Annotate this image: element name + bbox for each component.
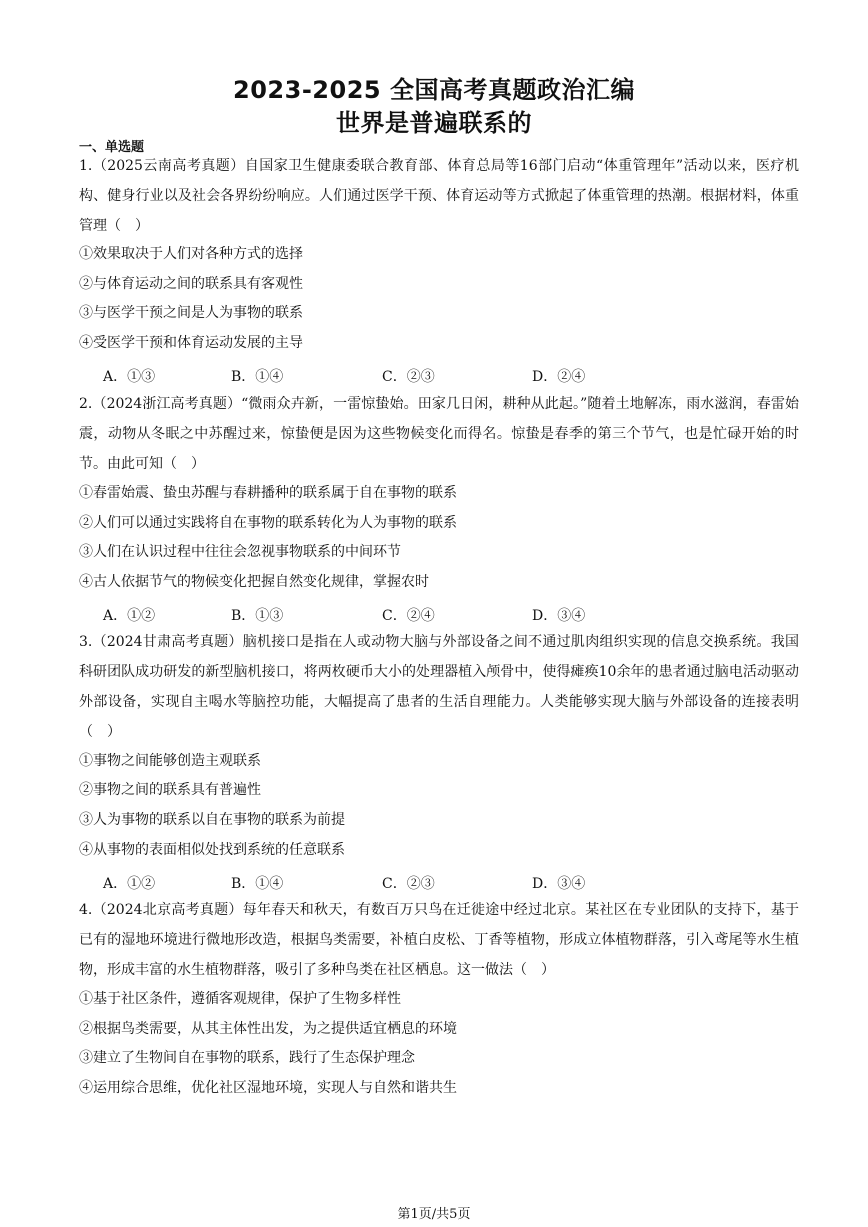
question-3-option-4: ④从事物的表面相似处找到系统的任意联系 [79, 842, 345, 858]
question-2-option-4: ④古人依据节气的物候变化把握自然变化规律，掌握农时 [79, 574, 429, 590]
choice-d: D．③④ [532, 876, 586, 892]
page-number: 第1页/共5页 [397, 1207, 471, 1222]
choice-c: C．②③ [382, 369, 435, 385]
question-1-option-1: ①效果取决于人们对各种方式的选择 [79, 246, 303, 262]
question-2-option-3: ③人们在认识过程中往往会忽视事物联系的中间环节 [79, 544, 401, 560]
question-2-option-2: ②人们可以通过实践将自在事物的联系转化为人为事物的联系 [79, 515, 457, 531]
question-3-option-2: ②事物之间的联系具有普遍性 [79, 782, 261, 798]
question-4-option-4: ④运用综合思维，优化社区湿地环境，实现人与自然和谐共生 [79, 1080, 457, 1096]
question-3-stem: 3.（2024甘肃高考真题）脑机接口是指在人或动物大脑与外部设备之间不通过肌肉组织实现的信息交换系统。我国科研团队成功研发的新型脑机接口，将两枚硬币大小的处理器植入颅骨中，使得瘫痪10余年的患者通过脑电活动驱动外部设备，实现自主喝水等脑控功能，大幅提高了患者的生活自理能力。人类能够实现大脑与外部设备的连接表明（ ） [79, 634, 799, 740]
question-1-option-3: ③与医学干预之间是人为事物的联系 [79, 305, 303, 321]
question-2-option-1: ①春雷始震、蛰虫苏醒与春耕播种的联系属于自在事物的联系 [79, 485, 457, 501]
question-3-option-3: ③人为事物的联系以自在事物的联系为前提 [79, 812, 345, 828]
question-4-option-1: ①基于社区条件，遵循客观规律，保护了生物多样性 [79, 991, 401, 1007]
question-1-stem: 1.（2025云南高考真题）自国家卫生健康委联合教育部、体育总局等16部门启动“体重管理年”活动以来，医疗机构、健身行业以及社会各界纷纷响应。人们通过医学干预、体育运动等方式掀起了体重管理的热潮。根据材料，体重管理（ ） [79, 158, 799, 234]
question-1-option-2: ②与体育运动之间的联系具有客观性 [79, 276, 303, 292]
question-1-option-4: ④受医学干预和体育运动发展的主导 [79, 335, 303, 351]
choice-c: C．②④ [382, 608, 435, 624]
choice-b: B．①④ [231, 876, 284, 892]
document-title: 2023-2025 全国高考真题政治汇编 [233, 76, 635, 104]
question-4-stem: 4.（2024北京高考真题）每年春天和秋天，有数百万只鸟在迁徙途中经过北京。某社区在专业团队的支持下，基于已有的湿地环境进行微地形改造，根据鸟类需要，补植白皮松、丁香等植物，形成立体植物群落，引入鸢尾等水生植物，形成丰富的水生植物群落，吸引了多种鸟类在社区栖息。这一做法（ ） [79, 902, 799, 978]
question-2-stem: 2.（2024浙江高考真题）“微雨众卉新，一雷惊蛰始。田家几日闲，耕种从此起。”随着土地解冻，雨水滋润，春雷始震，动物从冬眠之中苏醒过来，惊蛰便是因为这些物候变化而得名。惊蛰是春季的第三个节气，也是忙碌开始的时节。由此可知（ ） [79, 396, 799, 472]
choice-a: A．①② [103, 876, 156, 892]
choice-d: D．②④ [532, 369, 586, 385]
choice-a: A．①② [103, 608, 156, 624]
document-subtitle: 世界是普遍联系的 [336, 109, 532, 137]
choice-a: A．①③ [103, 369, 156, 385]
choice-b: B．①④ [231, 369, 284, 385]
question-4-option-2: ②根据鸟类需要，从其主体性出发，为之提供适宜栖息的环境 [79, 1021, 457, 1037]
question-4-option-3: ③建立了生物间自在事物的联系，践行了生态保护理念 [79, 1050, 415, 1066]
choice-d: D．③④ [532, 608, 586, 624]
question-3-option-1: ①事物之间能够创造主观联系 [79, 753, 261, 769]
choice-c: C．②③ [382, 876, 435, 892]
section-heading: 一、单选题 [79, 140, 145, 155]
choice-b: B．①③ [231, 608, 284, 624]
